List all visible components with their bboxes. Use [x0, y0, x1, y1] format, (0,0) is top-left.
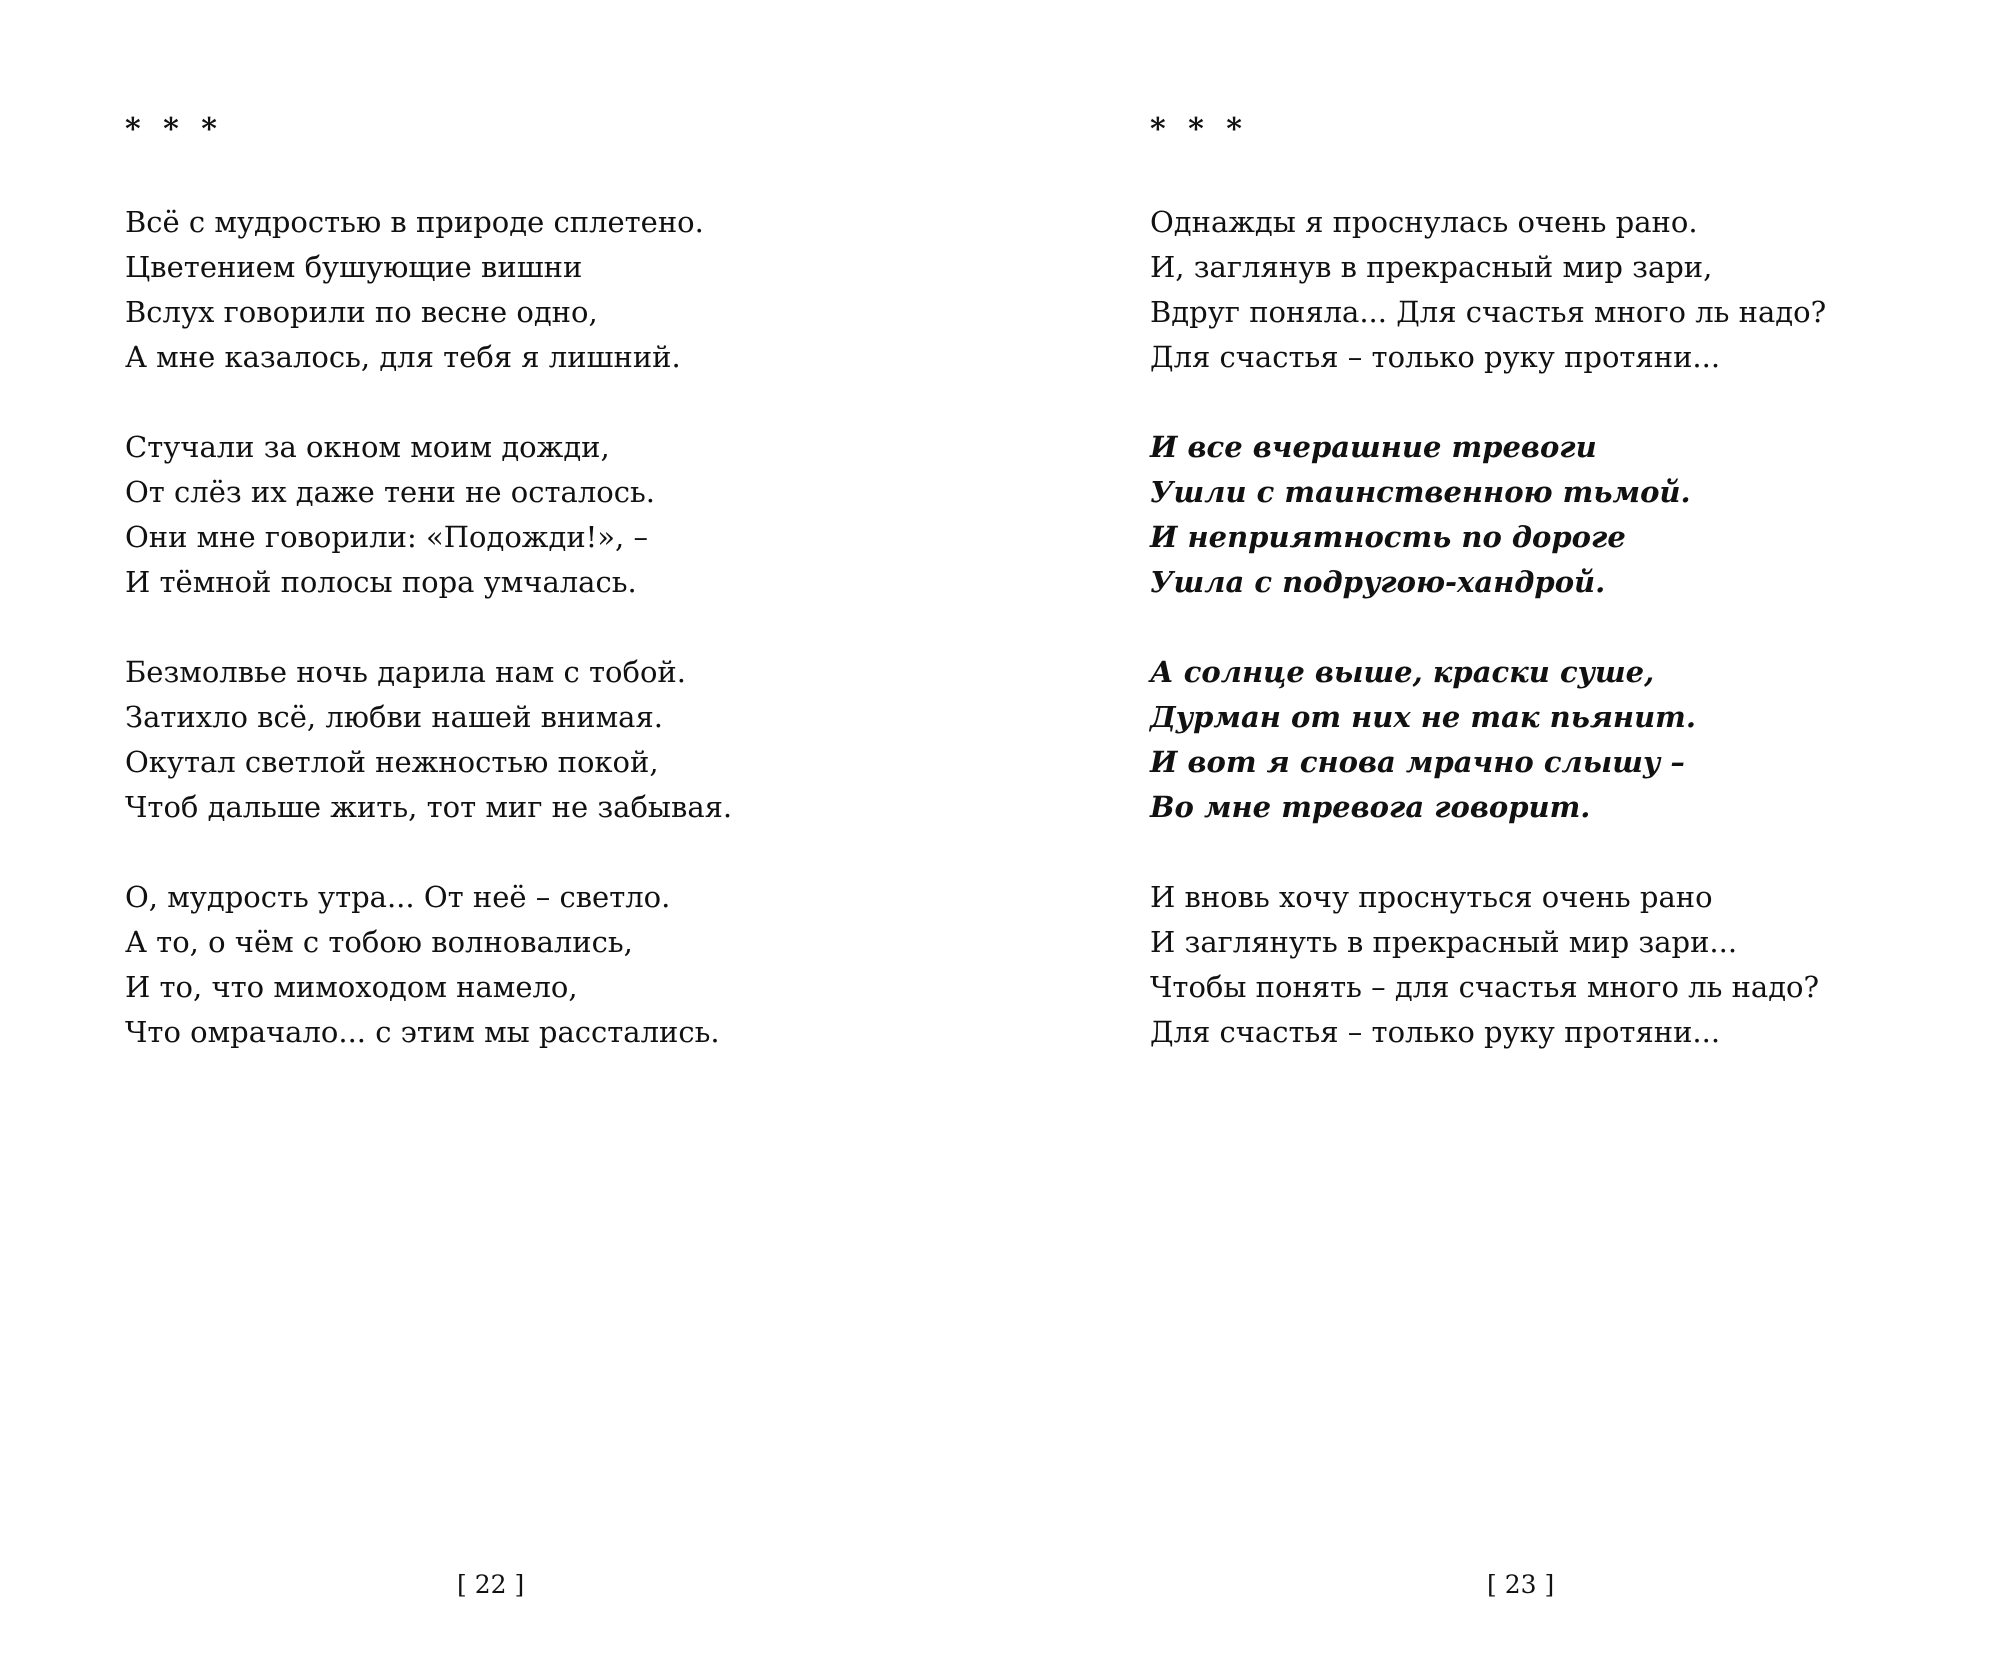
stanza-italic: [1150, 650, 1826, 830]
stanza: [125, 650, 732, 830]
poem-separator: * * *: [125, 112, 223, 147]
poem-right: [1150, 110, 1826, 1100]
poem-line: Однажды я проснулась очень рано.: [1150, 205, 1698, 239]
poem-line: Для счастья – только руку протяни...: [1150, 1015, 1721, 1049]
stanza: [125, 200, 732, 380]
poem-line: О, мудрость утра... От неё – светло.: [125, 880, 671, 914]
poem-line: И то, что мимоходом намело,: [125, 970, 578, 1004]
poem-line: Дурман от них не так пьянит.: [1150, 700, 1696, 734]
poem-line: И неприятность по дороге: [1150, 520, 1626, 554]
poem-line: Ушла с подругою-хандрой.: [1150, 565, 1606, 599]
poem-line: И вот я снова мрачно слышу –: [1150, 745, 1685, 779]
poem-line: А мне казалось, для тебя я лишний.: [125, 340, 681, 374]
right-page: [1000, 0, 2000, 1665]
stanza-italic: [1150, 425, 1826, 605]
poem-line: Для счастья – только руку протяни...: [1150, 340, 1721, 374]
poem-line: И заглянуть в прекрасный мир зари...: [1150, 925, 1738, 959]
stanza: [1150, 200, 1826, 380]
poem-line: Во мне тревога говорит.: [1150, 790, 1591, 824]
poem-line: От слёз их даже тени не осталось.: [125, 475, 655, 509]
poem-line: Затихло всё, любви нашей внимая.: [125, 700, 663, 734]
stanza: [125, 875, 732, 1055]
poem-line: И, заглянув в прекрасный мир зари,: [1150, 250, 1713, 284]
poem-line: И тёмной полосы пора умчалась.: [125, 565, 637, 599]
poem-line: Чтоб дальше жить, тот миг не забывая.: [125, 790, 733, 824]
poem-line: Стучали за окном моим дожди,: [125, 430, 610, 464]
poem-line: Они мне говорили: «Подожди!», –: [125, 520, 648, 554]
poem-line: Цветением бушующие вишни: [125, 250, 583, 284]
poem-line: Что омрачало... с этим мы расстались.: [125, 1015, 720, 1049]
poem-line: И все вчерашние тревоги: [1150, 430, 1597, 464]
poem-line: А солнце выше, краски суше,: [1150, 655, 1655, 689]
stanza: [1150, 875, 1826, 1055]
stanza: [125, 425, 732, 605]
poem-separator: * * *: [1150, 112, 1248, 147]
poem-line: Безмолвье ночь дарила нам с тобой.: [125, 655, 686, 689]
poem-line: Чтобы понять – для счастья много ль надо?: [1150, 970, 1820, 1004]
poem-line: А то, о чём с тобою волновались,: [125, 925, 633, 959]
poem-line: И вновь хочу проснуться очень рано: [1150, 880, 1713, 914]
poem-line: Ушли с таинственною тьмой.: [1150, 475, 1691, 509]
poem-line: Вслух говорили по весне одно,: [125, 295, 598, 329]
poem-line: Вдруг поняла... Для счастья много ль надо?: [1150, 295, 1827, 329]
page-number-right: [ 23 ]: [1487, 1570, 1555, 1599]
page-number-left: [ 22 ]: [457, 1570, 525, 1599]
poem-line: Окутал светлой нежностью покой,: [125, 745, 659, 779]
poem-line: Всё с мудростью в природе сплетено.: [125, 205, 704, 239]
poem-left: [125, 110, 732, 1100]
